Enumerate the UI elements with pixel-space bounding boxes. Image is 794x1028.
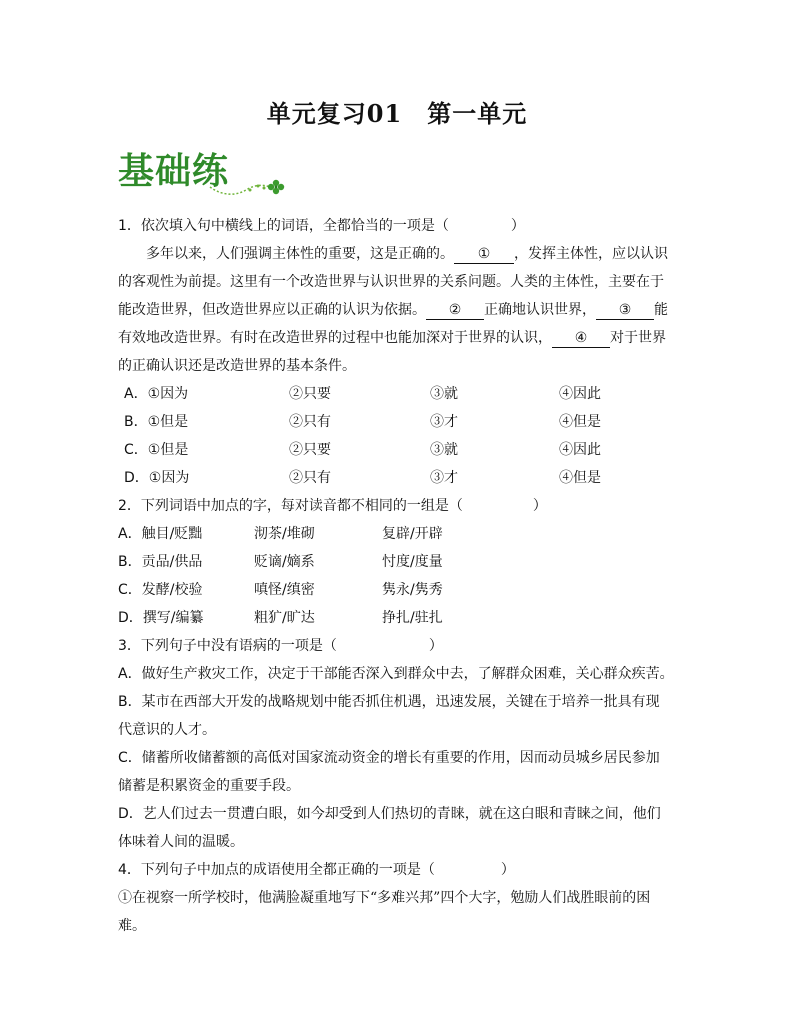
q2-option-b: B．贡品/供品 贬谪/嫡系 忖度/度量 <box>118 554 443 570</box>
q3-option-b-cont: 代意识的人才。 <box>118 722 216 738</box>
q1-option-a: A．①因为 ②只要 ③就 ④因此 <box>124 386 601 402</box>
question-content <box>118 212 690 940</box>
q3-option-d-cont: 体味着人间的温暖。 <box>118 834 244 850</box>
q3-option-a: A．做好生产救灾工作，决定于干部能否深入到群众中去，了解群众困难，关心群众疾苦。 <box>118 666 674 682</box>
blank-4: ④ <box>552 329 610 348</box>
page-title: 单元复习01 第一单元 <box>266 99 528 128</box>
q4-stem: 4．下列句子中加点的成语使用全都正确的一项是（ ） <box>118 862 515 878</box>
banner-title: 基础练 <box>118 151 230 192</box>
blank-1: ① <box>454 245 514 264</box>
q1-passage-line: 能改造世界，但改造世界应以正确的认识为依据。 ② 正确地认识世界， ③ 能 <box>118 302 668 318</box>
q2-stem: 2．下列词语中加点的字，每对读音都不相同的一组是（ ） <box>118 498 547 514</box>
q4-sentence-1: ①在视察一所学校时，他满脸凝重地写下“多难兴邦”四个大字，勉励人们战胜眼前的困 <box>118 890 651 906</box>
q2-option-a: A．触目/贬黜 沏茶/堆砌 复辟/开辟 <box>118 526 443 542</box>
section-banner <box>118 150 288 204</box>
q3-option-c: C．储蓄所收储蓄额的高低对国家流动资金的增长有重要的作用，因而动员城乡居民参加 <box>118 750 660 766</box>
q4-sentence-1-cont: 难。 <box>118 918 146 934</box>
blank-3: ③ <box>596 301 654 320</box>
q1-option-c: C．①但是 ②只要 ③就 ④因此 <box>124 442 601 458</box>
q3-option-b: B．某市在西部大开发的战略规划中能否抓住机遇，迅速发展，关键在于培养一批具有现 <box>118 694 660 710</box>
q1-option-b: B．①但是 ②只有 ③才 ④但是 <box>124 414 601 430</box>
q1-passage-line: 有效地改造世界。有时在改造世界的过程中也能加深对于世界的认识， ④ 对于世界 <box>118 330 666 346</box>
q1-passage-line: 多年以来，人们强调主体性的重要，这是正确的。 ① ，发挥主体性，应以认识 <box>146 246 668 262</box>
q1-passage-line: 的正确认识还是改造世界的基本条件。 <box>118 358 356 374</box>
q1-option-d: D．①因为 ②只有 ③才 ④但是 <box>124 470 601 486</box>
q3-stem: 3．下列句子中没有语病的一项是（ ） <box>118 638 443 654</box>
clover-decoration-icon <box>118 150 288 204</box>
q1-passage-line: 的客观性为前提。这里有一个改造世界与认识世界的关系问题。人类的主体性，主要在于 <box>118 274 664 290</box>
blank-2: ② <box>426 301 484 320</box>
q2-option-c: C．发酵/校验 嗔怪/缜密 隽永/隽秀 <box>118 582 443 598</box>
q3-option-d: D．艺人们过去一贯遭白眼，如今却受到人们热切的青睐，就在这白眼和青睐之间，他们 <box>118 806 661 822</box>
q1-stem: 1．依次填入句中横线上的词语，全都恰当的一项是（ ） <box>118 218 525 234</box>
q2-option-d: D．撰写/编纂 粗犷/旷达 挣扎/驻扎 <box>118 610 443 626</box>
q3-option-c-cont: 储蓄是积累资金的重要手段。 <box>118 778 300 794</box>
